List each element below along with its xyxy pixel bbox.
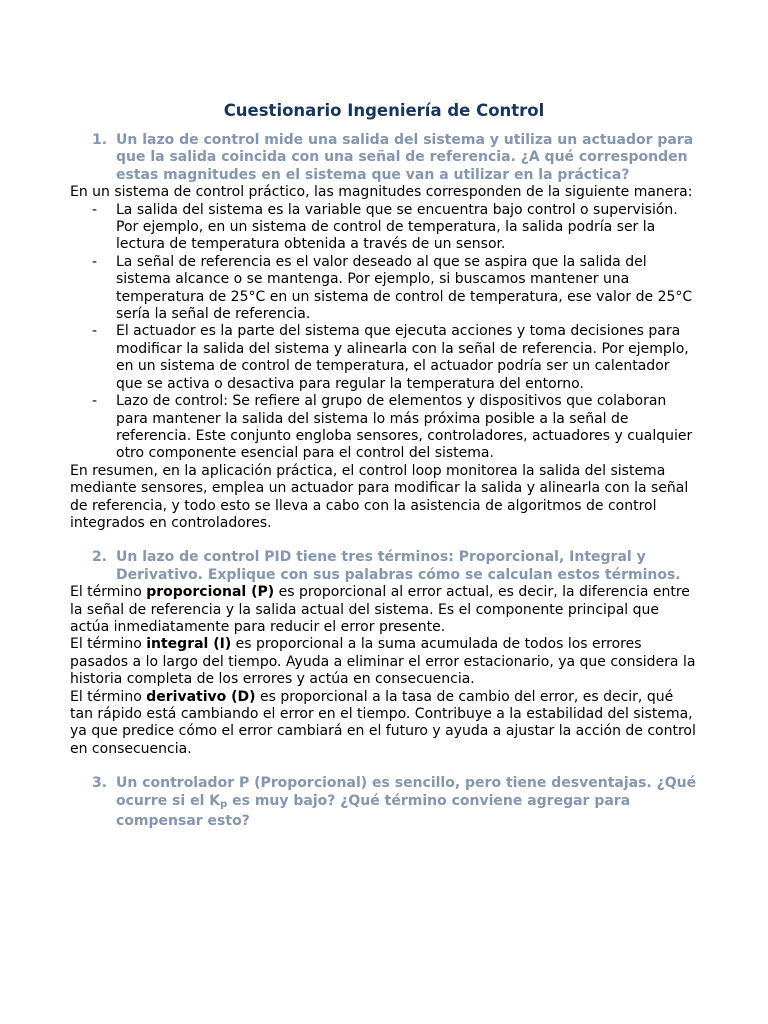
document-title: Cuestionario Ingeniería de Control — [223, 101, 545, 120]
question-1-number: 1. — [92, 132, 108, 148]
term-prefix: El término — [70, 584, 147, 601]
answer-2-integral — [70, 636, 698, 688]
term-description: es proporcional a la tasa de cambio del error, es decir, qué tan rápido está cambiando el error en el tiempo. Contribuye a la estabilidad del sistema, ya que predice cómo el error cambiará en el futuro y ayuda a ajustar la acción de control en consecuencia. — [70, 688, 696, 757]
answer-2-derivative — [70, 689, 698, 759]
term-prefix: El término — [70, 688, 147, 705]
term-description: es proporcional a la suma acumulada de todos los errores pasados a lo largo del tiempo. Ayuda a eliminar el error estacionario, ya que considera la historia completa de los errores y actúa en consecuencia. — [70, 636, 696, 688]
question-2-text: Un lazo de control PID tiene tres términos: Proporcional, Integral y Derivativo. Explique con sus palabras cómo se calculan estos términos. — [116, 549, 681, 583]
answer-1-summary: En resumen, en la aplicación práctica, el control loop monitorea la salida del sistema mediante sensores, emplea un actuador para modificar la salida y alinearla con la señal de referencia, y todo esto se lleva a cabo con la asistencia de algoritmos de control integrados en controladores. — [70, 462, 689, 531]
question-3-text-start: Un controlador P (Proporcional) es sencillo, pero tiene desventajas. ¿Qué ocurre si el K — [116, 775, 697, 809]
term-proportional: proporcional (P) — [146, 584, 275, 601]
dash-bullet: - — [92, 253, 98, 270]
bullet-text: La salida del sistema es la variable que se encuentra bajo control o supervisión. Por ejemplo, en un sistema de control de temperatura, la salida podría ser la lectura de temperatura obtenida a través de un sensor. — [116, 201, 678, 253]
question-2-number: 2. — [92, 549, 108, 566]
term-integral: integral (I) — [146, 636, 232, 653]
kp-subscript: p — [220, 798, 228, 810]
answer-1-bullet — [70, 323, 698, 393]
answer-1-intro: En un sistema de control práctico, las magnitudes corresponden de la siguiente manera: — [70, 184, 693, 201]
answer-1-bullet — [70, 393, 698, 463]
term-derivative: derivativo (D) — [146, 688, 256, 705]
answer-1-bullet — [70, 202, 698, 254]
answer-1-bullet — [70, 254, 698, 324]
bullet-text: Lazo de control: Se refiere al grupo de elementos y dispositivos que colaboran para mantener la salida del sistema lo más próxima posible a la señal de referencia. Este conjunto engloba sensores, controladores, actuadores y cualquier otro componente esencial para el control del sistema. — [116, 393, 693, 462]
bullet-text: El actuador es la parte del sistema que ejecuta acciones y toma decisiones para modificar la salida del sistema y alinearla con la señal de referencia. Por ejemplo, en un sistema de control de temperatura, el actuador podría ser un calentador que se activa o desactiva para regular la temperatura del entorno. — [116, 323, 689, 392]
answer-2-proportional — [70, 584, 698, 636]
question-1 — [70, 132, 698, 184]
dash-bullet: - — [92, 323, 98, 340]
question-3-number: 3. — [92, 775, 108, 792]
document-page — [70, 100, 698, 830]
question-3-text — [116, 775, 696, 829]
dash-bullet: - — [92, 201, 98, 218]
dash-bullet: - — [92, 393, 98, 410]
question-3-text-end: es muy bajo? ¿Qué término conviene agregar para compensar esto? — [116, 792, 631, 830]
spacer — [70, 532, 698, 549]
answer-1-bullet-list — [70, 202, 698, 463]
term-description: es proporcional al error actual, es decir, la diferencia entre la señal de referencia y la salida actual del sistema. Es el componente principal que actúa inmediatamente para reducir el error presente. — [70, 584, 690, 635]
question-2 — [70, 549, 698, 584]
spacer — [70, 758, 698, 775]
question-3 — [70, 775, 698, 830]
question-1-text: Un lazo de control mide una salida del sistema y utiliza un actuador para que la salida coincida con una señal de referencia. ¿A qué corresponden estas magnitudes en el sistema que van a utilizar en la práctica? — [116, 132, 694, 183]
term-prefix: El término — [70, 636, 147, 653]
bullet-text: La señal de referencia es el valor deseado al que se aspira que la salida del sistema alcance o se mantenga. Por ejemplo, si buscamos mantener una temperatura de 25°C en un sistema de control de temperatura, ese valor de 25°C sería la señal de referencia. — [116, 253, 693, 323]
